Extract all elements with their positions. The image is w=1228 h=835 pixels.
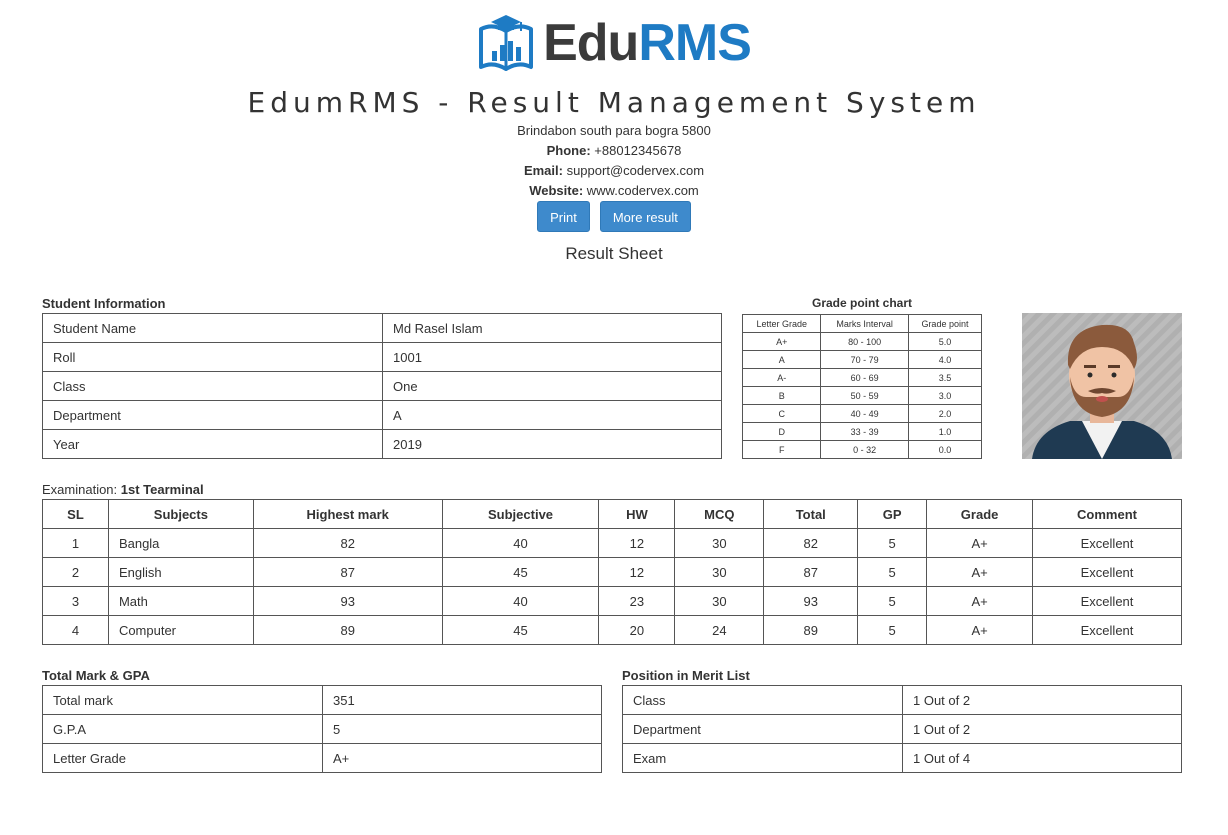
results-cell: 93	[764, 587, 858, 616]
merit-position-label: Class	[623, 686, 903, 715]
results-cell: A+	[927, 529, 1033, 558]
results-cell: 45	[442, 558, 599, 587]
action-buttons	[0, 201, 1228, 232]
results-cell: 82	[764, 529, 858, 558]
grade-chart-header: Marks Interval	[821, 315, 909, 333]
results-header: Total	[764, 500, 858, 529]
table-row	[43, 587, 1182, 616]
results-cell: Computer	[108, 616, 253, 645]
results-cell: 30	[675, 587, 764, 616]
logo-edu: Edu	[543, 14, 639, 72]
grade-chart-cell: 3.5	[908, 369, 981, 387]
results-cell: 40	[442, 529, 599, 558]
results-cell: 1	[43, 529, 109, 558]
results-cell: 89	[764, 616, 858, 645]
grade-chart-row	[743, 369, 982, 387]
student-info-value: 1001	[383, 343, 722, 372]
results-header: Subjective	[442, 500, 599, 529]
results-cell: 3	[43, 587, 109, 616]
student-info-value: Md Rasel Islam	[383, 314, 722, 343]
grade-chart-row	[743, 387, 982, 405]
merit-position-value: 1 Out of 2	[903, 686, 1182, 715]
result-sheet-title: Result Sheet	[565, 244, 663, 263]
student-info-row	[43, 430, 722, 459]
student-info-row	[43, 372, 722, 401]
total-gpa-row	[43, 744, 602, 773]
results-header: GP	[858, 500, 927, 529]
print-button[interactable]: Print	[537, 201, 590, 232]
grade-chart-cell: C	[743, 405, 821, 423]
address: Brindabon south para bogra 5800	[517, 123, 711, 138]
results-cell: 40	[442, 587, 599, 616]
grade-chart-row	[743, 423, 982, 441]
table-row	[43, 529, 1182, 558]
website-label: Website:	[529, 183, 584, 198]
results-header: Comment	[1033, 500, 1182, 529]
grade-chart-row	[743, 441, 982, 459]
grade-point-chart-table	[742, 314, 982, 459]
phone-value: +88012345678	[594, 143, 682, 158]
email-line	[0, 163, 1228, 178]
total-gpa-label: G.P.A	[43, 715, 323, 744]
results-cell: English	[108, 558, 253, 587]
grade-chart-cell: 1.0	[908, 423, 981, 441]
results-cell: 30	[675, 558, 764, 587]
results-header: Subjects	[108, 500, 253, 529]
merit-list-title: Position in Merit List	[622, 668, 750, 683]
total-gpa-value: 5	[323, 715, 602, 744]
phone-label: Phone:	[546, 143, 591, 158]
website-value: www.codervex.com	[586, 183, 699, 198]
table-row	[43, 616, 1182, 645]
grade-chart-cell: 40 - 49	[821, 405, 909, 423]
merit-position-value: 1 Out of 2	[903, 715, 1182, 744]
results-cell: 82	[253, 529, 442, 558]
total-gpa-table	[42, 685, 602, 773]
grade-chart-cell: A-	[743, 369, 821, 387]
total-gpa-row	[43, 715, 602, 744]
student-info-label: Year	[43, 430, 383, 459]
grade-chart-cell: 80 - 100	[821, 333, 909, 351]
results-header: Highest mark	[253, 500, 442, 529]
results-cell: 12	[599, 558, 675, 587]
total-gpa-title: Total Mark & GPA	[42, 668, 150, 683]
results-header: SL	[43, 500, 109, 529]
grade-chart-row	[743, 405, 982, 423]
student-info-title: Student Information	[42, 296, 166, 311]
results-cell: Bangla	[108, 529, 253, 558]
merit-position-label: Department	[623, 715, 903, 744]
grade-chart-row	[743, 333, 982, 351]
results-cell: 23	[599, 587, 675, 616]
results-cell: 20	[599, 616, 675, 645]
merit-list-table	[622, 685, 1182, 773]
student-info-value: One	[383, 372, 722, 401]
merit-position-row	[623, 715, 1182, 744]
grade-chart-cell: F	[743, 441, 821, 459]
total-gpa-label: Letter Grade	[43, 744, 323, 773]
results-cell: 24	[675, 616, 764, 645]
grade-chart-cell: A+	[743, 333, 821, 351]
grade-chart-cell: B	[743, 387, 821, 405]
website-line	[0, 183, 1228, 198]
results-header: HW	[599, 500, 675, 529]
grade-chart-cell: 3.0	[908, 387, 981, 405]
results-cell: A+	[927, 587, 1033, 616]
results-cell: 2	[43, 558, 109, 587]
results-cell: 45	[442, 616, 599, 645]
examination-name: 1st Tearminal	[120, 482, 204, 497]
grade-chart-cell: 5.0	[908, 333, 981, 351]
results-cell: Math	[108, 587, 253, 616]
merit-position-label: Exam	[623, 744, 903, 773]
results-cell: Excellent	[1033, 616, 1182, 645]
grade-chart-cell: D	[743, 423, 821, 441]
student-info-value: A	[383, 401, 722, 430]
student-photo	[1022, 313, 1182, 459]
email-value: support@codervex.com	[566, 163, 705, 178]
results-cell: 4	[43, 616, 109, 645]
student-info-label: Class	[43, 372, 383, 401]
results-cell: A+	[927, 558, 1033, 587]
student-info-row	[43, 314, 722, 343]
email-label: Email:	[523, 163, 563, 178]
examination-label	[42, 482, 204, 497]
site-title: EdumRMS - Result Management System	[247, 86, 981, 119]
grade-chart-cell: 4.0	[908, 351, 981, 369]
student-info-label: Department	[43, 401, 383, 430]
logo-rms: RMS	[638, 14, 751, 72]
examination-label-text: Examination:	[42, 482, 118, 497]
merit-position-value: 1 Out of 4	[903, 744, 1182, 773]
logo-wordmark	[543, 14, 751, 72]
grade-chart-cell: 50 - 59	[821, 387, 909, 405]
results-cell: 12	[599, 529, 675, 558]
grade-chart-header: Grade point	[908, 315, 981, 333]
site-logo	[0, 12, 1228, 74]
merit-position-row	[623, 686, 1182, 715]
results-header: Grade	[927, 500, 1033, 529]
grade-chart-title: Grade point chart	[811, 296, 912, 310]
grade-chart-cell: 0.0	[908, 441, 981, 459]
results-cell: 30	[675, 529, 764, 558]
student-info-label: Student Name	[43, 314, 383, 343]
results-cell: 5	[858, 587, 927, 616]
graduation-book-icon	[477, 13, 535, 73]
results-cell: 87	[764, 558, 858, 587]
results-cell: 93	[253, 587, 442, 616]
student-info-row	[43, 401, 722, 430]
merit-position-row	[623, 744, 1182, 773]
total-gpa-value: 351	[323, 686, 602, 715]
student-info-value: 2019	[383, 430, 722, 459]
grade-chart-cell: 0 - 32	[821, 441, 909, 459]
results-header: MCQ	[675, 500, 764, 529]
subject-results-table	[42, 499, 1182, 645]
results-cell: Excellent	[1033, 587, 1182, 616]
grade-chart-row	[743, 351, 982, 369]
student-info-row	[43, 343, 722, 372]
results-cell: 87	[253, 558, 442, 587]
results-cell: Excellent	[1033, 558, 1182, 587]
grade-chart-cell: 60 - 69	[821, 369, 909, 387]
results-cell: 89	[253, 616, 442, 645]
grade-chart-cell: 70 - 79	[821, 351, 909, 369]
total-gpa-label: Total mark	[43, 686, 323, 715]
results-cell: A+	[927, 616, 1033, 645]
more-result-button[interactable]: More result	[600, 201, 691, 232]
table-row	[43, 558, 1182, 587]
student-info-table	[42, 313, 722, 459]
phone-line	[0, 143, 1228, 158]
student-info-label: Roll	[43, 343, 383, 372]
results-cell: 5	[858, 558, 927, 587]
total-gpa-value: A+	[323, 744, 602, 773]
results-cell: 5	[858, 616, 927, 645]
grade-chart-cell: 33 - 39	[821, 423, 909, 441]
results-cell: Excellent	[1033, 529, 1182, 558]
student-avatar	[1022, 313, 1182, 459]
results-cell: 5	[858, 529, 927, 558]
grade-chart-cell: 2.0	[908, 405, 981, 423]
grade-chart-header: Letter Grade	[743, 315, 821, 333]
total-gpa-row	[43, 686, 602, 715]
grade-chart-cell: A	[743, 351, 821, 369]
